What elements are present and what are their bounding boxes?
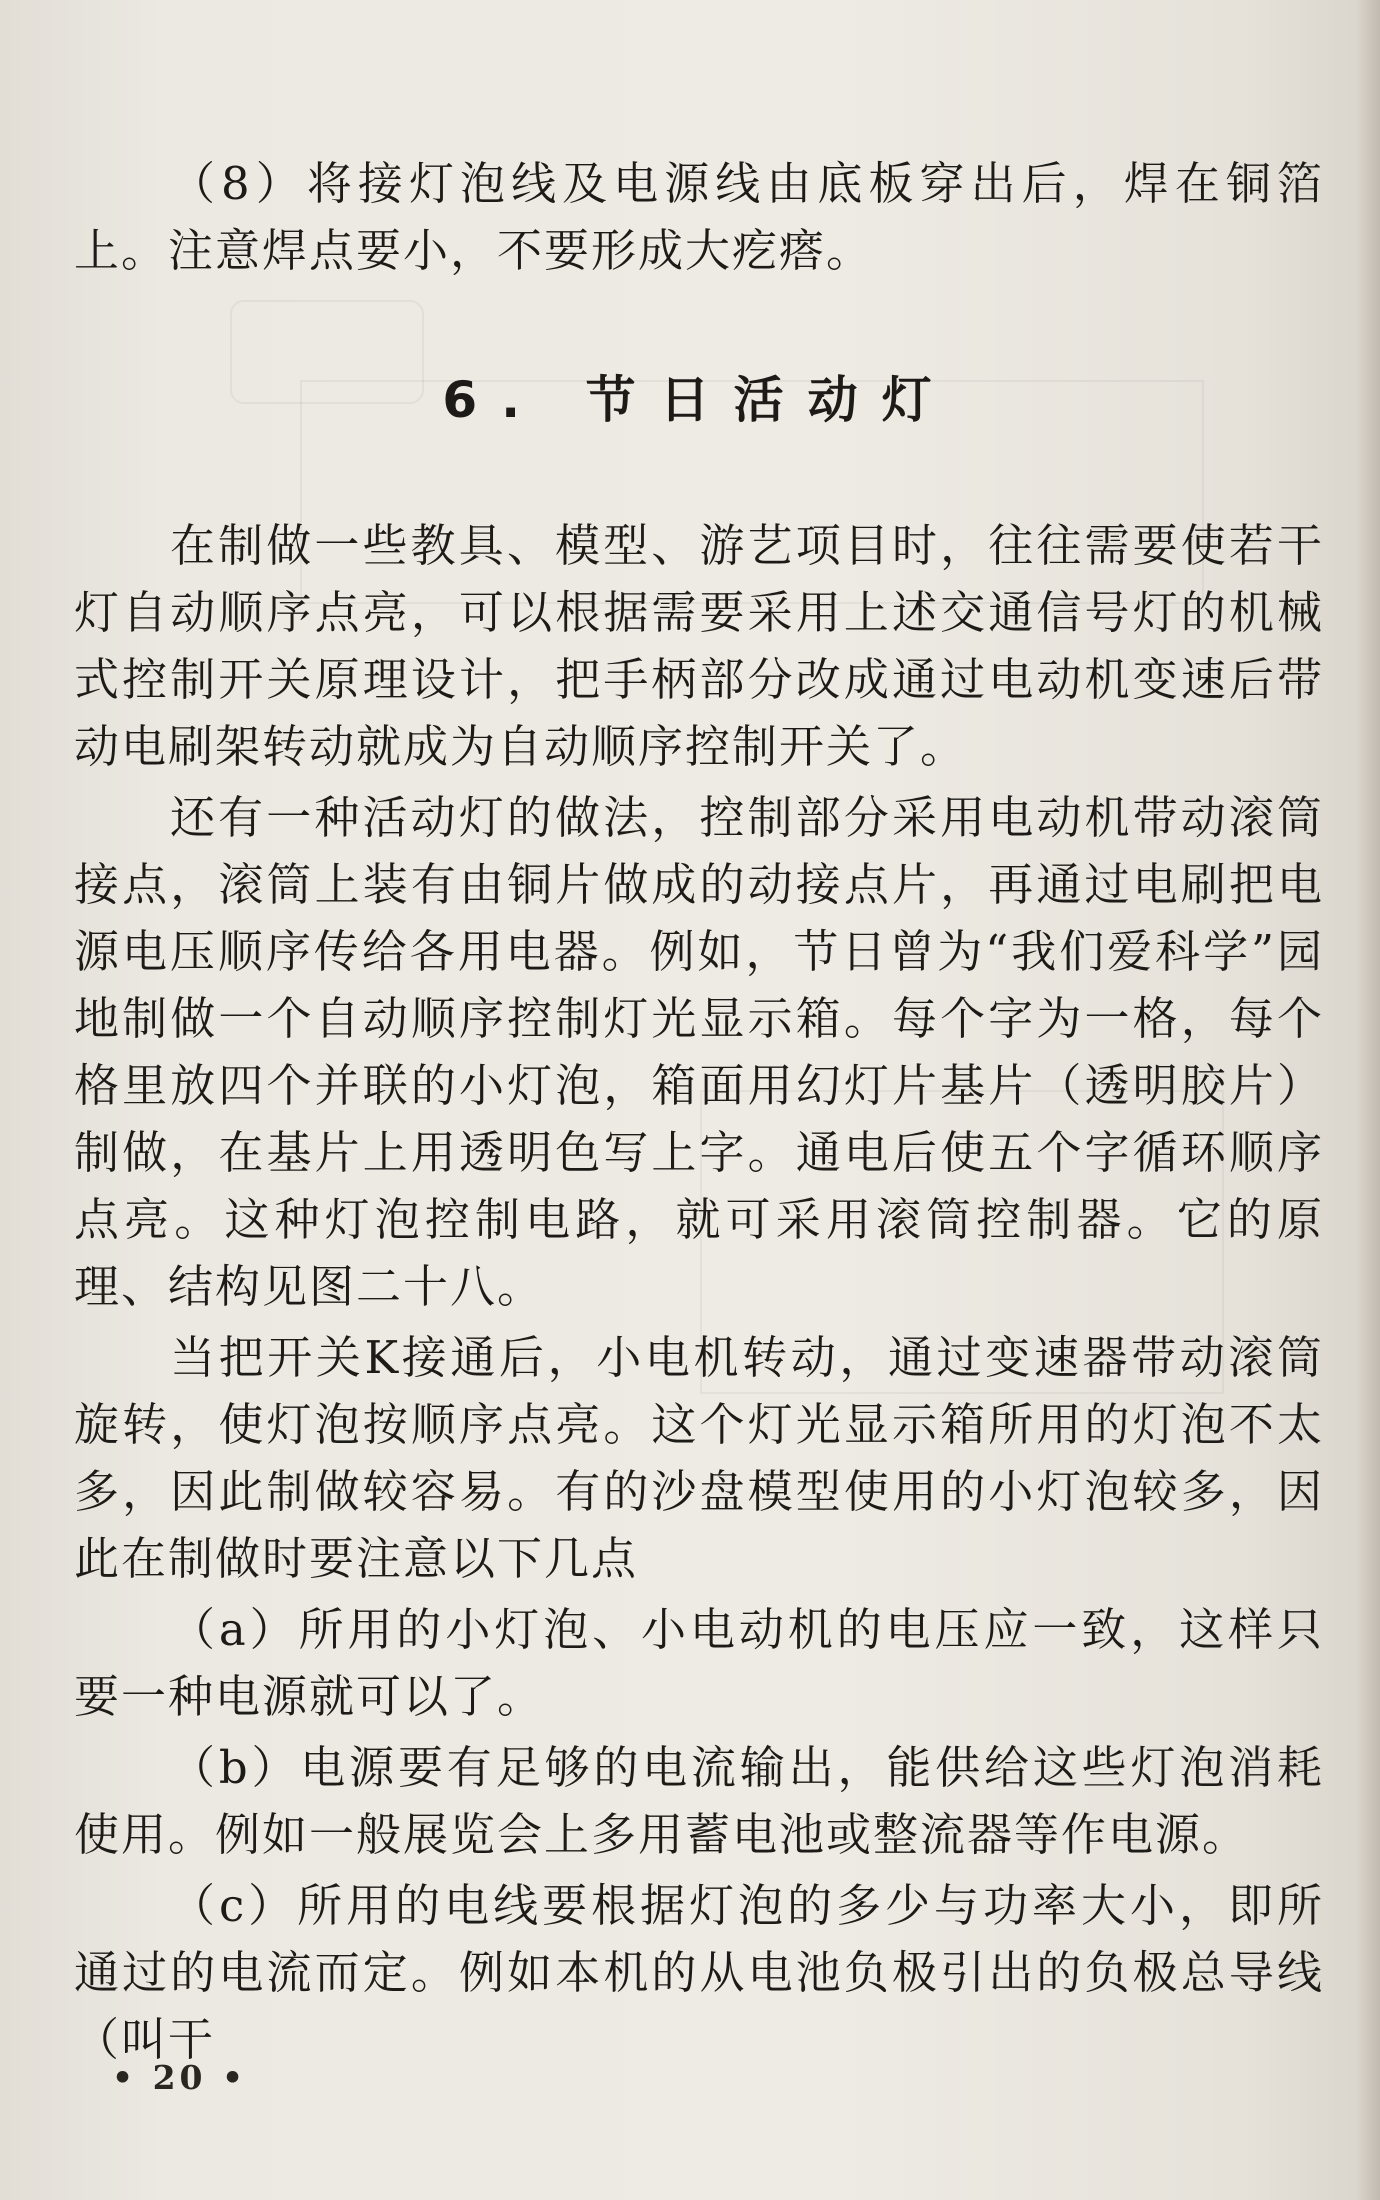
paragraph-point-b: （b）电源要有足够的电流输出，能供给这些灯泡消耗使用。例如一般展览会上多用蓄电池或整流器等作电源。 [74, 1741, 1324, 1861]
page-edge-shadow [1356, 0, 1380, 2200]
paragraph-step-8: （8）将接灯泡线及电源线由底板穿出后，焊在铜箔上。注意焊点要小，不要形成大疙瘩。 [74, 157, 1324, 277]
paragraph-intro: 在制做一些教具、模型、游艺项目时，往往需要使若干灯自动顺序点亮，可以根据需要采用上述交通信号灯的机械式控制开关原理设计，把手柄部分改成通过电动机变速后带动电刷架转动就成为自动顺序控制开关了。 [74, 519, 1324, 773]
paragraph-point-c: （c）所用的电线要根据灯泡的多少与功率大小，即所通过的电流而定。例如本机的从电池负极引出的负极总导线（叫干 [74, 1879, 1324, 2066]
page-content [74, 150, 1324, 2073]
paragraph-point-a: （a）所用的小灯泡、小电动机的电压应一致，这样只要一种电源就可以了。 [74, 1603, 1324, 1723]
paragraph-operation: 当把开关K接通后，小电机转动，通过变速器带动滚筒旋转，使灯泡按顺序点亮。这个灯光显示箱所用的灯泡不太多，因此制做较容易。有的沙盘模型使用的小灯泡较多，因此在制做时要注意以下几点 [74, 1331, 1324, 1585]
section-title: 6. 节日活动灯 [442, 371, 956, 429]
page-number: • 20 • [112, 2058, 248, 2097]
paragraph-method: 还有一种活动灯的做法，控制部分采用电动机带动滚筒接点，滚筒上装有由铜片做成的动接点片，再通过电刷把电源电压顺序传给各用电器。例如，节日曾为“我们爱科学”园地制做一个自动顺序控制灯光显示箱。每个字为一格，每个格里放四个并联的小灯泡，箱面用幻灯片基片（透明胶片）制做，在基片上用透明色写上字。通电后使五个字循环顺序点亮。这种灯泡控制电路，就可采用滚筒控制器。它的原理、结构见图二十八。 [74, 791, 1324, 1313]
